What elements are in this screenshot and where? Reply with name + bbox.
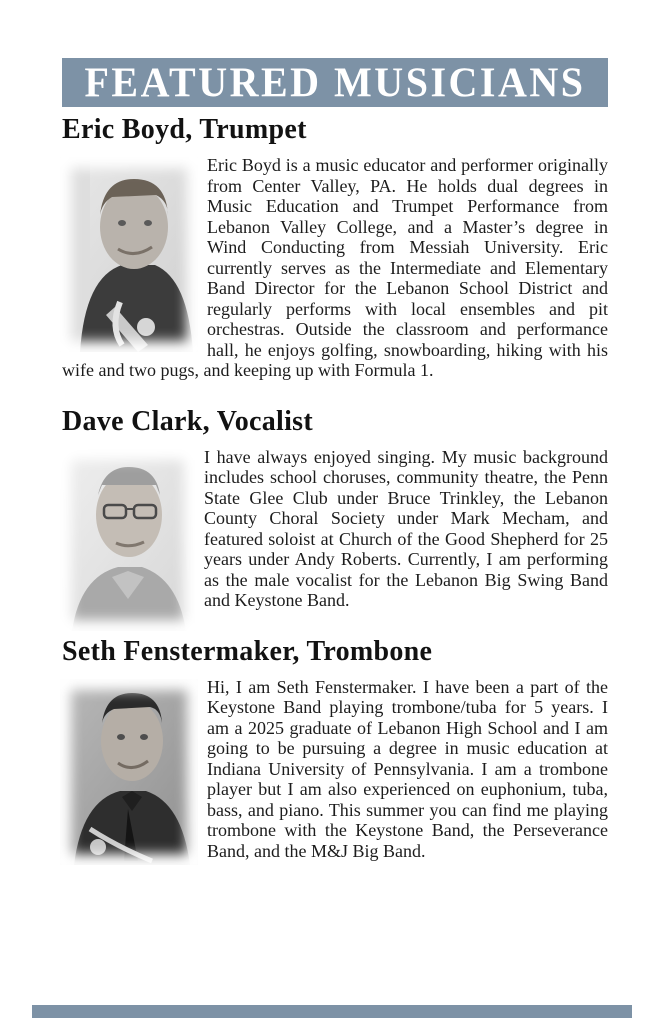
musician-bio-seth-fenstermaker	[62, 677, 608, 862]
page-title: FEATURED MUSICIANS	[84, 58, 586, 107]
portrait-image	[60, 679, 198, 865]
header-banner	[62, 58, 608, 107]
musician-section-dave-clark	[62, 405, 608, 611]
portrait-image	[60, 449, 195, 631]
musician-section-eric-boyd	[62, 113, 608, 381]
footer-accent-bar	[32, 1005, 632, 1018]
bio-text: Hi, I am Seth Fenstermaker. I have been a part of the Keystone Band playing trombone/tuba for 5 years. I am a 2025 graduate of Lebanon High School and I am going to be pursuing a degree in music education at Indiana University of Pennsylvania. I am a trombone player but I am also experienced on euphonium, tuba, bass, and piano. This summer you can find me playing trombone with the Keystone Band, the Perseverance Band, and the M&J Big Band.	[207, 676, 608, 861]
musician-section-seth-fenstermaker	[62, 635, 608, 862]
dave-clark-portrait-photo	[60, 449, 195, 631]
bio-text: Eric Boyd is a music educator and performer originally from Center Valley, PA. He holds dual degrees in Music Education and Trumpet Performance from Lebanon Valley College, and a Master’s degree in Wind Conducting from Messiah University. Eric currently serves as the Intermediate and Elementary Band Director for the Lebanon School District and regularly performs with local ensembles and pit orchestras. Outside the classroom and performance hall, he enjoys golfing, snowboarding, hiking with his wife and two pugs, and keeping up with Formula 1.	[62, 155, 608, 380]
musician-heading-seth-fenstermaker: Seth Fenstermaker, Trombone	[62, 635, 433, 667]
musician-bio-eric-boyd	[62, 155, 608, 381]
seth-fenstermaker-portrait-photo	[60, 679, 198, 865]
musician-heading-dave-clark: Dave Clark, Vocalist	[62, 405, 313, 437]
musician-heading-eric-boyd: Eric Boyd, Trumpet	[62, 114, 307, 145]
eric-boyd-portrait-photo	[60, 157, 198, 352]
bio-text: I have always enjoyed singing. My music background includes school choruses, community theatre, the Penn State Glee Club under Bruce Trinkley, the Lebanon County Choral Society under Mark Mecham, and featured soloist at Church of the Good Shepherd for 25 years under Andy Roberts. Currently, I am performing as the male vocalist for the Lebanon Big Swing Band and Keystone Band.	[204, 446, 608, 610]
musician-bio-dave-clark	[62, 447, 608, 611]
portrait-image	[60, 157, 198, 352]
